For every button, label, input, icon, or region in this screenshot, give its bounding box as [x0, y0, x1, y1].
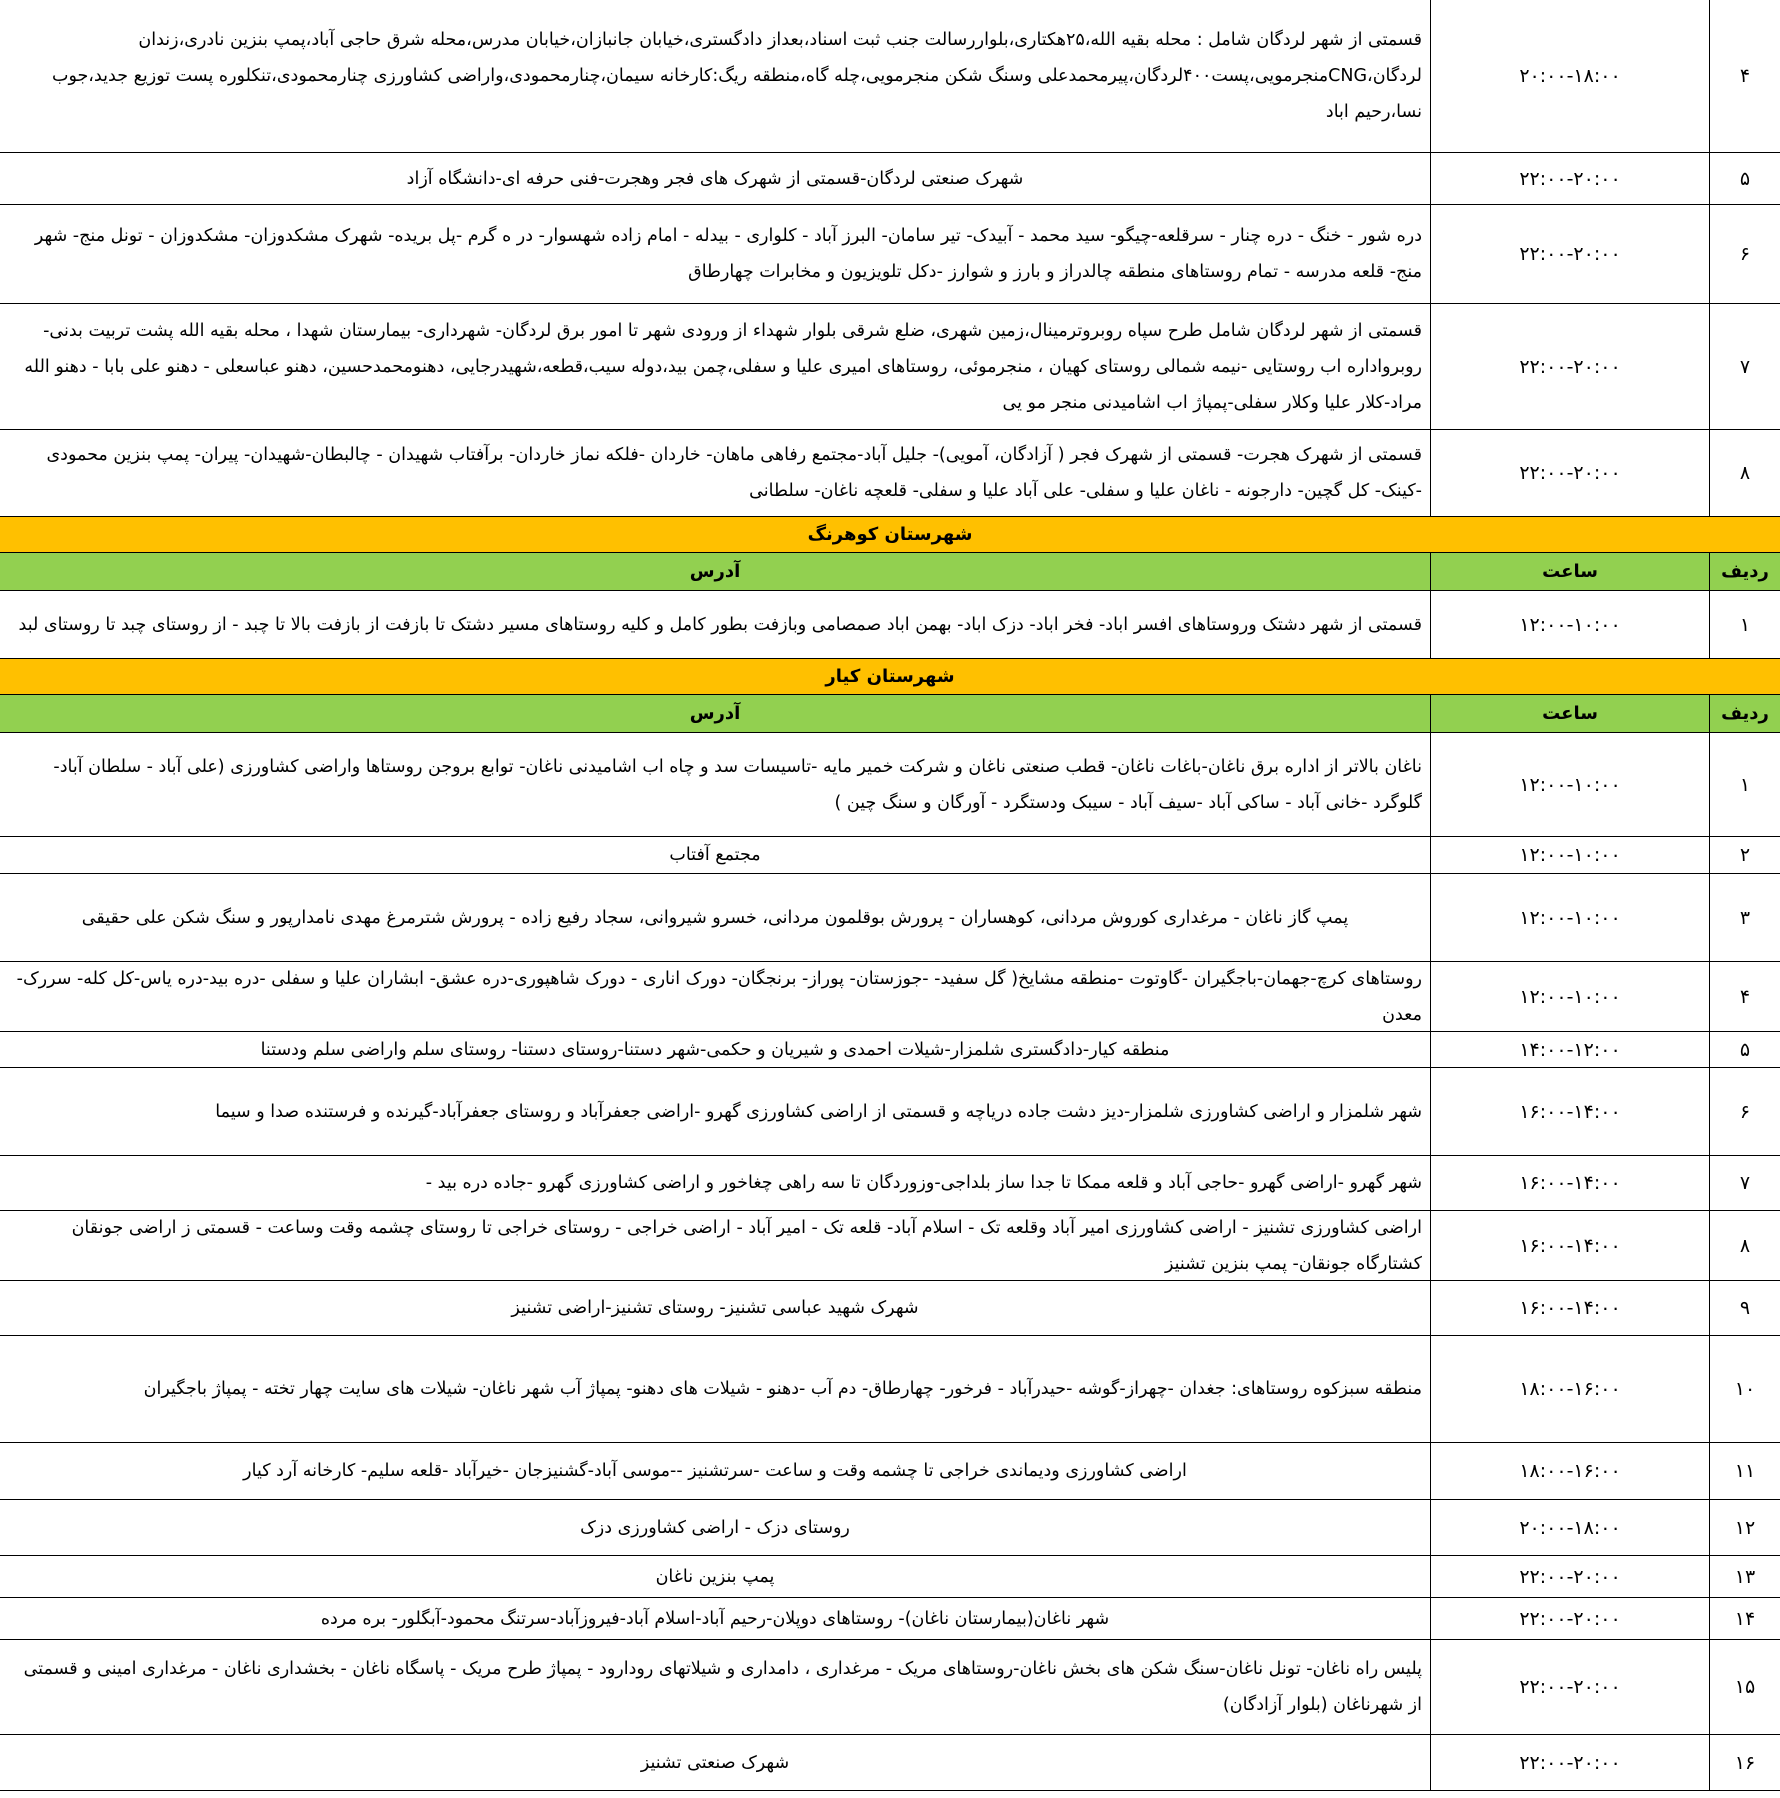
address-text: شهرک صنعتی تشنیز: [640, 1752, 790, 1773]
table-row: [0, 874, 1780, 962]
county-title-band: شهرستان کیار: [0, 659, 1780, 695]
table-row: [0, 837, 1780, 874]
address-text: قسمتی از شهر لردگان شامل : محله بقیه الله،۲۵هکتاری،بلواررسالت جنب ثبت اسناد،بعداز دادگستری،خیابان جانبازان،خیابان مدرس،محله شرق حاجی آباد،پمپ بنزین نادری،زندان لردگان،CNGمنجرمویی،پست۴۰۰لردگان،پیرمحمدعلی وسنگ شکن منجرمویی،چله گاه،منطقه ریگ:کارخانه سیمان،چنارمحمودی،واراضی کشاورزی چنارمحمودی،تنکلوره پست توزیع جدید،جوب نسا،رحیم اباد: [51, 30, 1422, 122]
table-row: [0, 153, 1780, 205]
table-row: [0, 0, 1780, 153]
row-index-cell: ۷: [1739, 1172, 1751, 1194]
address-cell: [0, 874, 1430, 961]
row-index-cell: ۱۰: [1734, 1378, 1756, 1400]
column-header-address: آدرس: [689, 560, 741, 582]
row-index-cell: ۱۶: [1734, 1751, 1756, 1774]
outage-time-cell: ۲۰:۰۰-۱۸:۰۰: [1430, 0, 1710, 152]
outage-time-cell: ۲۲:۰۰-۲۰:۰۰: [1430, 430, 1710, 516]
outage-time-cell: ۱۶:۰۰-۱۴:۰۰: [1430, 1068, 1710, 1155]
row-index-cell: ۵: [1739, 167, 1751, 190]
county-title-band: شهرستان کوهرنگ: [0, 517, 1780, 553]
table-row: [0, 591, 1780, 659]
address-text: مجتمع آفتاب: [669, 845, 761, 865]
address-text: قسمتی از شهرک هجرت- قسمتی از شهرک فجر ( آزادگان، آمویی)- جلیل آباد-مجتمع رفاهی ماهان- خاردان -فلکه نماز خاردان- برآفتاب شهیدان - چالبطان-شهیدان- پیران- پمپ بنزین محمودی -کینک- کل گچین- دارجونه - ناغان علیا و سفلی- علی آباد علیا و سفلی- قلعچه ناغان- سلطانی: [46, 445, 1422, 501]
address-cell: [0, 1556, 1430, 1597]
column-header-index: ردیف: [1721, 703, 1769, 724]
table-row: [0, 1068, 1780, 1156]
address-cell: [0, 0, 1430, 152]
table-header-row: [0, 695, 1780, 733]
outage-time-cell: ۲۲:۰۰-۲۰:۰۰: [1430, 205, 1710, 303]
address-text: منطقه سبزکوه روستاهای: جغدان -چهراز-گوشه -حیدرآباد - فرخور- چهارطاق- دم آب -دهنو - شیلات های دهنو- پمپاژ آب شهر ناغان- شیلات های سایت چهار تخته - پمپاژ باجگیران: [143, 1379, 1422, 1399]
table-row: [0, 733, 1780, 837]
table-row: [0, 1032, 1780, 1068]
table-row: [0, 205, 1780, 304]
column-header-time: ساعت: [1430, 553, 1710, 590]
row-index-cell: ۱۵: [1734, 1676, 1756, 1698]
outage-time-cell: ۲۲:۰۰-۲۰:۰۰: [1430, 1556, 1710, 1597]
address-cell: [0, 591, 1430, 658]
outage-time-cell: ۲۲:۰۰-۲۰:۰۰: [1430, 1598, 1710, 1639]
address-cell: [0, 1443, 1430, 1499]
row-index-cell: ۸: [1739, 462, 1751, 484]
address-text: پمپ بنزین ناغان: [655, 1566, 775, 1587]
row-index-cell: ۱۴: [1734, 1607, 1756, 1630]
table-row: [0, 1500, 1780, 1556]
row-index-cell: ۱۱: [1734, 1460, 1756, 1482]
outage-time-cell: ۱۲:۰۰-۱۰:۰۰: [1430, 837, 1710, 873]
address-cell: [0, 1281, 1430, 1335]
table-row: [0, 1211, 1780, 1281]
outage-time-cell: ۱۶:۰۰-۱۴:۰۰: [1430, 1211, 1710, 1280]
address-text: شهر گهرو -اراضی گهرو -حاجی آباد و قلعه ممکا تا جدا ساز بلداجی-وزوردگان تا سه راهی چغاخور و اراضی کشاورزی گهرو -جاده دره بید -: [425, 1173, 1422, 1193]
outage-time-cell: ۱۸:۰۰-۱۶:۰۰: [1430, 1443, 1710, 1499]
outage-time-cell: ۱۲:۰۰-۱۰:۰۰: [1430, 962, 1710, 1031]
address-cell: [0, 1068, 1430, 1155]
table-row: [0, 1156, 1780, 1211]
address-cell: [0, 205, 1430, 303]
address-cell: [0, 1211, 1430, 1280]
row-index-cell: ۱: [1739, 773, 1751, 796]
address-cell: [0, 430, 1430, 516]
address-text: روستای دزک - اراضی کشاورزی دزک: [580, 1517, 850, 1538]
table-row: [0, 1735, 1780, 1791]
address-cell: [0, 1032, 1430, 1067]
address-cell: [0, 733, 1430, 836]
address-cell: [0, 837, 1430, 873]
row-index-cell: ۴: [1739, 65, 1751, 87]
outage-time-cell: ۲۲:۰۰-۲۰:۰۰: [1430, 304, 1710, 429]
table-row: [0, 430, 1780, 517]
row-index-cell: ۹: [1739, 1297, 1751, 1319]
address-text: قسمتی از شهر دشتک وروستاهای افسر اباد- فخر اباد- دزک اباد- بهمن اباد صمصامی وبازفت بطور کامل و کلیه روستاهای مسیر دشتک تا بازفت از بازفت بالا تا چبد - از روستای چبد تا روستای لبد: [18, 614, 1422, 635]
address-cell: [0, 1336, 1430, 1442]
outage-time-cell: ۱۶:۰۰-۱۴:۰۰: [1430, 1281, 1710, 1335]
row-index-cell: ۷: [1739, 355, 1751, 378]
table-row: [0, 1556, 1780, 1598]
row-index-cell: ۴: [1739, 985, 1751, 1008]
row-index-cell: ۱۳: [1734, 1565, 1756, 1588]
address-text: پمپ گاز ناغان - مرغداری کوروش مردانی، کوهساران - پرورش بوقلمون مردانی، خسرو شیروانی، سجاد رفیع زاده - پرورش شترمرغ مهدی نامدارپور و سنگ شکن علی حقیقی: [81, 907, 1349, 928]
row-index-cell: ۶: [1739, 1100, 1751, 1123]
address-text: ناغان بالاتر از اداره برق ناغان-باغات ناغان- قطب صنعتی ناغان و شرکت خمیر مایه -تاسیسات سد و چاه اب اشامیدنی ناغان- توابع بروجن روستاها واراضی کشاورزی (علی آباد - سلطان آباد- گلوگرد -خانی آباد - ساکی آباد -سیف آباد - سیبک ودستگرد - آورگان و سنگ چین ): [53, 756, 1422, 813]
outage-time-cell: ۲۰:۰۰-۱۸:۰۰: [1430, 1500, 1710, 1555]
outage-time-cell: ۱۲:۰۰-۱۰:۰۰: [1430, 733, 1710, 836]
address-cell: [0, 1500, 1430, 1555]
table-header-row: [0, 553, 1780, 591]
address-text: دره شور - خنگ - دره چنار - سرقلعه-چیگو- سید محمد - آبیدک- تیر سامان- البرز آباد - کلواری - بیدله - امام زاده شهسوار- در ه گرم -پل بریده- شهرک مشکدوزان- مشکدوزان - تونل منج- شهر منج- قلعه مدرسه - تمام روستاهای منطقه چالدراز و بارز و شوارز -دکل تلویزیون و مخابرات چهارطاق: [34, 226, 1422, 282]
outage-time-cell: ۲۲:۰۰-۲۰:۰۰: [1430, 1640, 1710, 1734]
address-text: شهر شلمزار و اراضی کشاورزی شلمزار-دیز دشت جاده دریاچه و قسمتی از اراضی کشاورزی گهرو -اراضی جعفرآباد و روستای جعفرآباد-گیرنده و فرستنده صدا و سیما: [215, 1101, 1422, 1122]
row-index-cell: ۱۲: [1734, 1516, 1756, 1539]
address-text: اراضی کشاورزی ودیماندی خراجی تا چشمه وقت و ساعت -سرتشنیز --موسی آباد-گشنیزجان -خیرآباد -قلعه سلیم- کارخانه آرد کیار: [243, 1461, 1187, 1481]
column-header-index: ردیف: [1721, 561, 1769, 582]
address-cell: [0, 1598, 1430, 1639]
address-cell: [0, 1735, 1430, 1790]
address-text: روستاهای کرچ-جهمان-باجگیران -گاوتوت -منطقه مشایخ( گل سفید- -جوزستان- پوراز- برنجگان- دورک اناری - دورک شاهپوری-دره عشق- ابشاران علیا و سفلی -دره بید-دره یاس-کل کله- سررک-معدن: [16, 968, 1422, 1025]
address-cell: [0, 962, 1430, 1031]
outage-time-cell: ۲۲:۰۰-۲۰:۰۰: [1430, 153, 1710, 204]
outage-time-cell: ۱۲:۰۰-۱۰:۰۰: [1430, 874, 1710, 961]
table-row: [0, 1640, 1780, 1735]
outage-time-cell: ۲۲:۰۰-۲۰:۰۰: [1430, 1735, 1710, 1790]
address-text: قسمتی از شهر لردگان شامل طرح سپاه روبروترمینال،زمین شهری، ضلع شرقی بلوار شهداء از ورودی شهر تا امور برق لردگان- شهرداری- بیمارستان شهدا ، محله بقیه الله پشت تربیت بدنی- روبرواداره اب روستایی -نیمه شمالی روستای کهیان ، منجرموئی، روستاهای امیری علیا و سفلی،چمن بید،دوله سیب،قطعه،شهیدرجایی، دهنومحمدحسین، دهنو عباسعلی - دهنو علی بابا - دهنو الله مراد-کلار علیا وکلار سفلی-پمپاژ اب اشامیدنی منجر مو یی: [24, 320, 1422, 413]
row-index-cell: ۶: [1739, 243, 1751, 265]
row-index-cell: ۳: [1739, 906, 1751, 929]
address-text: پلیس راه ناغان- تونل ناغان-سنگ شکن های بخش ناغان-روستاهای مریک - مرغداری ، دامداری و شیلاتهای رودارود - پمپاژ طرح مریک - پاسگاه ناغان - بخشداری ناغان - مرغداری امینی و قسمتی از شهرناغان (بلوار آزادگان): [23, 1659, 1422, 1715]
row-index-cell: ۱: [1739, 613, 1751, 636]
outage-time-cell: ۱۲:۰۰-۱۰:۰۰: [1430, 591, 1710, 658]
outage-time-cell: ۱۴:۰۰-۱۲:۰۰: [1430, 1032, 1710, 1067]
column-header-time: ساعت: [1430, 695, 1710, 732]
table-row: [0, 1443, 1780, 1500]
address-text: شهر ناغان(بیمارستان ناغان)- روستاهای دوپلان-رحیم آباد-اسلام آباد-فیروزآباد-سرتنگ محمود-آبگلور- بره مرده: [320, 1608, 1110, 1629]
address-cell: [0, 304, 1430, 429]
table-row: [0, 304, 1780, 430]
address-cell: [0, 1640, 1430, 1734]
table-row: [0, 1281, 1780, 1336]
row-index-cell: ۸: [1739, 1234, 1751, 1257]
address-text: شهرک صنعتی لردگان-قسمتی از شهرک های فجر وهجرت-فنی حرفه ای-دانشگاه آزاد: [406, 168, 1024, 189]
row-index-cell: ۲: [1739, 844, 1751, 866]
address-cell: [0, 1156, 1430, 1210]
table-row: [0, 962, 1780, 1032]
address-cell: [0, 153, 1430, 204]
outage-time-cell: ۱۸:۰۰-۱۶:۰۰: [1430, 1336, 1710, 1442]
table-row: [0, 1598, 1780, 1640]
outage-time-cell: ۱۶:۰۰-۱۴:۰۰: [1430, 1156, 1710, 1210]
row-index-cell: ۵: [1739, 1038, 1751, 1061]
address-text: شهرک شهید عباسی تشنیز- روستای تشنیز-اراضی تشنیز: [511, 1298, 919, 1318]
column-header-address: آدرس: [689, 702, 741, 724]
address-text: اراضی کشاورزی تشنیز - اراضی کشاورزی امیر آباد وقلعه تک - اسلام آباد- قلعه تک - امیر آباد - اراضی خراجی - روستای خراجی تا روستای چشمه وقت وساعت - قسمتی ز اراضی جونقان کشتارگاه جونقان- پمپ بنزین تشنیز: [71, 1217, 1422, 1274]
address-text: منطقه کیار-دادگستری شلمزار-شیلات احمدی و شیریان و حکمی-شهر دستنا-روستای دستنا- روستای سلم واراضی سلم ودستنا: [260, 1039, 1170, 1060]
table-row: [0, 1336, 1780, 1443]
